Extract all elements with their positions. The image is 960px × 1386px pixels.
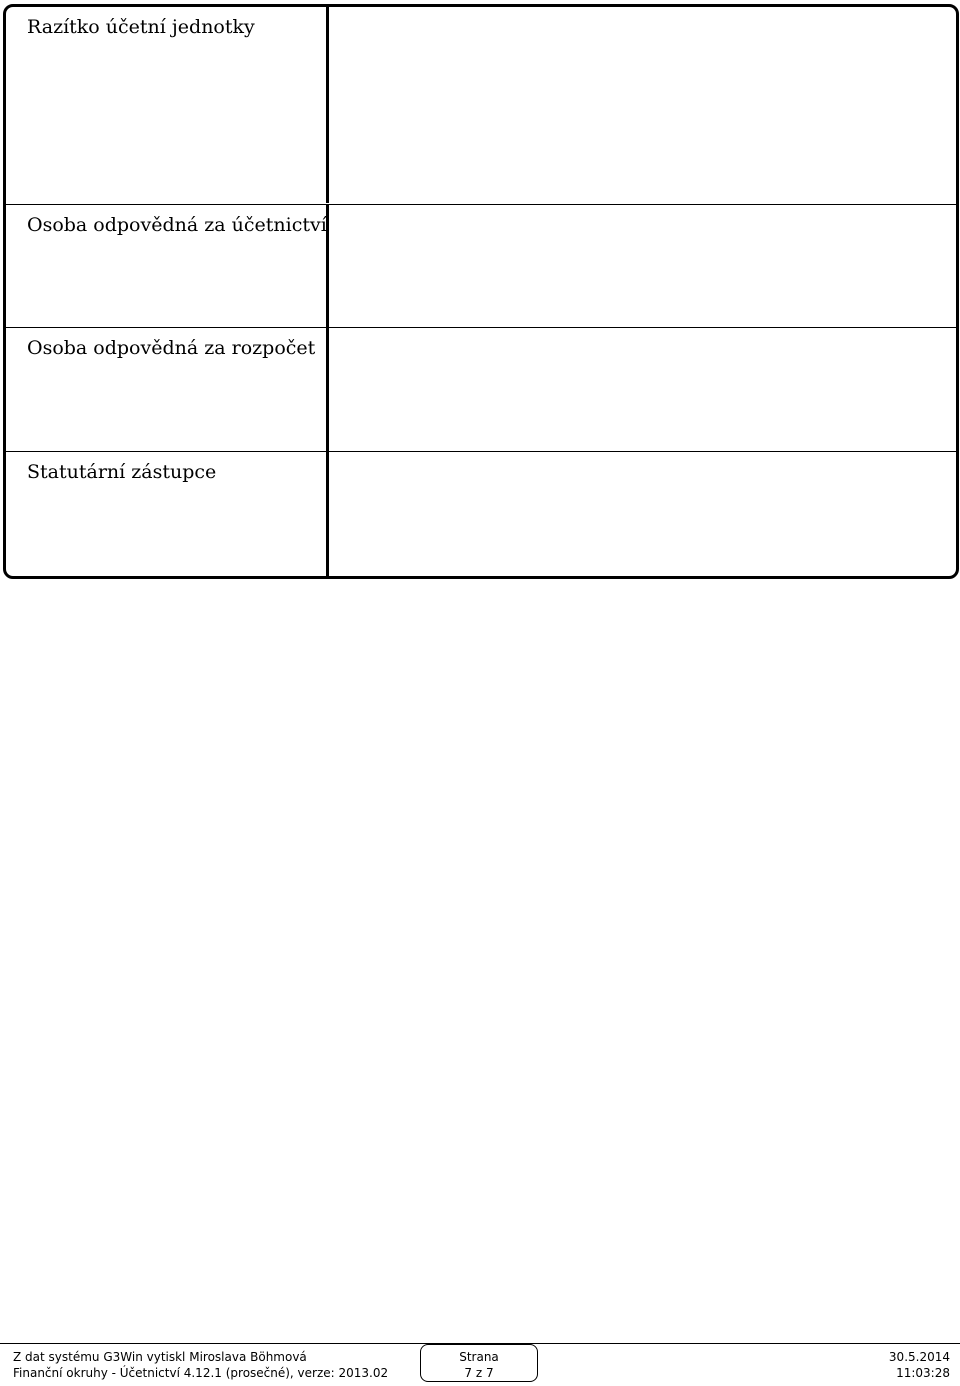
signature-label-accounting: Osoba odpovědná za účetnictví (27, 214, 327, 236)
signature-field-stamp[interactable] (330, 7, 956, 203)
signature-row-accounting (6, 204, 956, 327)
footer-module: Finanční okruhy - Účetnictví 4.12.1 (prosečné), verze: 2013.02 (13, 1366, 389, 1380)
page-number: 7 z 7 (464, 1366, 494, 1380)
footer-timestamp (889, 1349, 950, 1381)
print-date: 30.5.2014 (888, 1350, 950, 1364)
signature-label-budget: Osoba odpovědná za rozpočet (27, 337, 316, 359)
column-divider (326, 205, 329, 327)
signature-label-statutory: Statutární zástupce (27, 461, 217, 483)
column-divider (326, 452, 329, 576)
page-label: Strana (459, 1350, 499, 1364)
column-divider (326, 328, 329, 452)
page-indicator (420, 1344, 538, 1382)
print-time: 11:03:28 (896, 1366, 950, 1380)
signature-label-stamp: Razítko účetní jednotky (27, 16, 255, 38)
signature-row-statutory (6, 451, 956, 576)
signature-table (3, 4, 959, 579)
signature-row-stamp (6, 7, 956, 203)
page-footer (0, 1341, 960, 1386)
signature-field-statutory[interactable] (330, 452, 956, 576)
column-divider (326, 7, 329, 203)
signature-field-accounting[interactable] (330, 205, 956, 327)
signature-row-budget (6, 327, 956, 452)
signature-field-budget[interactable] (330, 328, 956, 452)
footer-info (13, 1349, 388, 1381)
footer-printed-by: Z dat systému G3Win vytiskl Miroslava Böhmová (13, 1350, 307, 1364)
